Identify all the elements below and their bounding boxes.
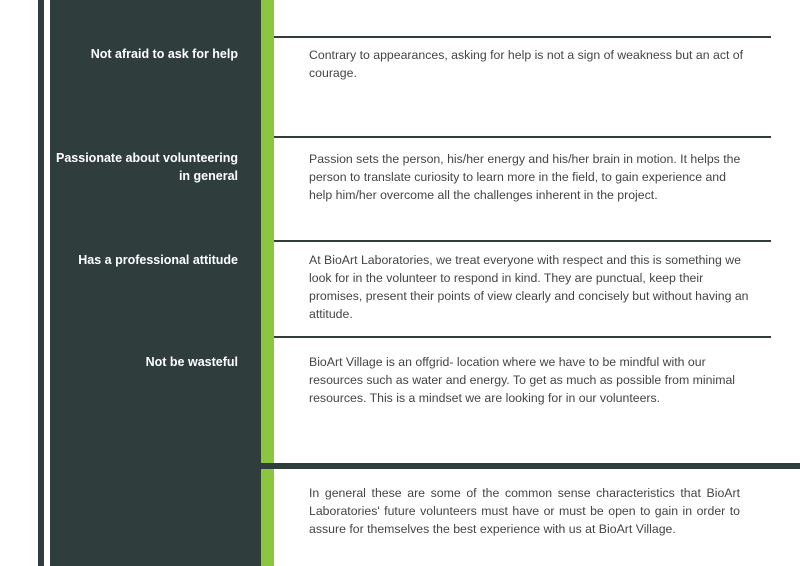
section-divider: [261, 463, 800, 469]
row-label-passion: Passionate about volunteering in general: [56, 151, 238, 183]
row-text-professional: At BioArt Laboratories, we treat everyone with respect and this is something we look for in the volunteer to respond in kind. They are punctual, keep their promises, present their points of view clearly and concisely but without having an attitude.: [309, 253, 749, 321]
row-divider: [274, 136, 771, 138]
accent-bar: [261, 0, 274, 566]
row-text-help: Contrary to appearances, asking for help is not a sign of weakness but an act of courage.: [309, 48, 744, 80]
row-divider: [274, 336, 771, 338]
label-column: [50, 0, 261, 566]
row-label-professional: Has a professional attitude: [78, 253, 238, 267]
row-text-passion: Passion sets the person, his/her energy and his/her brain in motion. It helps the person to translate curiosity to learn more in the field, to gain experience and help him/her overcome all the challenges inherent in the project.: [309, 152, 741, 202]
row-divider: [274, 240, 771, 242]
row-text-waste: BioArt Village is an offgrid- location where we have to be mindful with our resources such as water and energy. To get as much as possible from minimal resources. This is a mindset we are looking for in our volunteers.: [309, 355, 736, 405]
summary-text: In general these are some of the common sense characteristics that BioArt Laboratories' future volunteers must have or must be open to gain in order to assure for themselves the best experience with us at BioArt Village.: [309, 486, 740, 536]
row-label-waste: Not be wasteful: [145, 355, 238, 369]
row-label-help: Not afraid to ask for help: [90, 47, 238, 61]
left-edge-bar: [38, 0, 44, 566]
row-divider: [274, 36, 771, 38]
